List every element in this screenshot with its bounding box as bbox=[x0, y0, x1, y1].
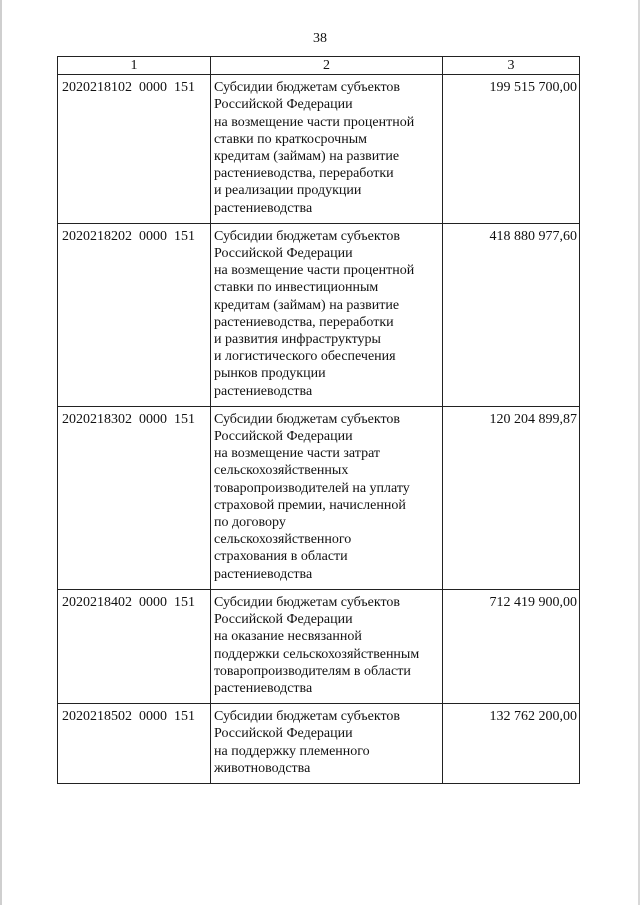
table-row bbox=[58, 589, 580, 703]
row-amount: 712 419 900,00 bbox=[443, 589, 580, 703]
row-code: 2020218102 0000 151 bbox=[58, 75, 211, 224]
table-header-row bbox=[58, 57, 580, 75]
row-code: 2020218302 0000 151 bbox=[58, 406, 211, 589]
row-amount: 120 204 899,87 bbox=[443, 406, 580, 589]
table-row bbox=[58, 704, 580, 784]
scan-edge-left bbox=[0, 0, 2, 905]
row-description: Субсидии бюджетам субъектов Российской Федерации на оказание несвязанной поддержки сельскохозяйственным товаропроизводителям в области растениеводства bbox=[211, 589, 443, 703]
table-row bbox=[58, 406, 580, 589]
row-description: Субсидии бюджетам субъектов Российской Федерации на возмещение части процентной ставки по инвестиционным кредитам (займам) на развитие растениеводства, переработки и развития инфраструктуры и логистического обеспечения рынков продукции растениеводства bbox=[211, 223, 443, 406]
row-description: Субсидии бюджетам субъектов Российской Федерации на поддержку племенного животноводства bbox=[211, 704, 443, 784]
row-description: Субсидии бюджетам субъектов Российской Федерации на возмещение части затрат сельскохозяйственных товаропроизводителей на уплату страховой премии, начисленной по договору сельскохозяйственного страхования в области растениеводства bbox=[211, 406, 443, 589]
row-amount: 418 880 977,60 bbox=[443, 223, 580, 406]
column-header-code: 1 bbox=[58, 57, 211, 75]
table-row bbox=[58, 75, 580, 224]
table-row bbox=[58, 223, 580, 406]
row-code: 2020218402 0000 151 bbox=[58, 589, 211, 703]
budget-table bbox=[57, 56, 580, 784]
row-code: 2020218202 0000 151 bbox=[58, 223, 211, 406]
column-header-description: 2 bbox=[211, 57, 443, 75]
row-amount: 132 762 200,00 bbox=[443, 704, 580, 784]
column-header-amount: 3 bbox=[443, 57, 580, 75]
row-code: 2020218502 0000 151 bbox=[58, 704, 211, 784]
page-number: 38 bbox=[313, 31, 327, 46]
row-amount: 199 515 700,00 bbox=[443, 75, 580, 224]
row-description: Субсидии бюджетам субъектов Российской Федерации на возмещение части процентной ставки по краткосрочным кредитам (займам) на развитие растениеводства, переработки и реализации продукции растениеводства bbox=[211, 75, 443, 224]
